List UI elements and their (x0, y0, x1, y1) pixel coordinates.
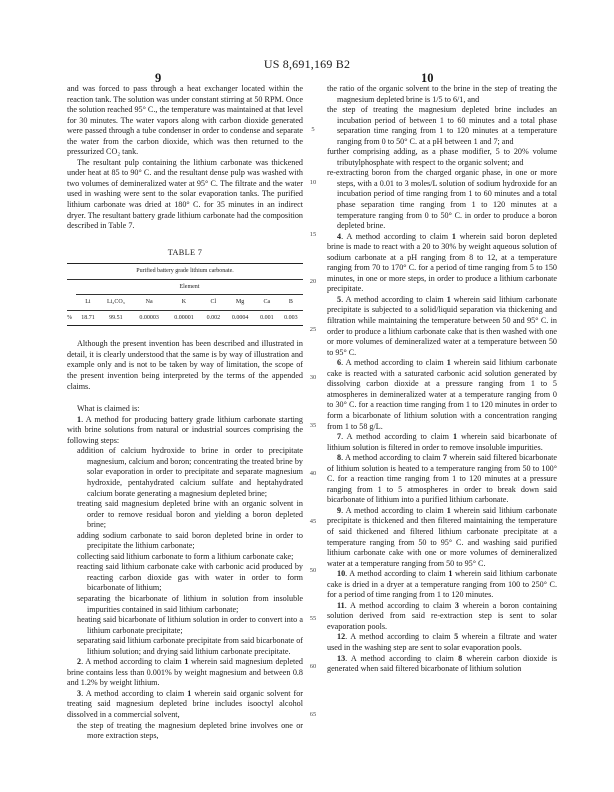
claim-8 (327, 453, 557, 506)
column-header: Ca (263, 299, 271, 306)
claim-number: 6 (337, 358, 342, 368)
claim-7 (327, 432, 557, 453)
claim-text: . A method according to claim (341, 453, 443, 463)
claim-step: separating said lithium carbonate precipitate from said bicarbonate of lithium solution; and drying said lithium carbonate precipitate. (77, 636, 303, 656)
table-group-header: Element (76, 279, 303, 295)
claim-number: 10 (337, 569, 346, 579)
claim-6 (327, 358, 557, 432)
line-number: 15 (309, 231, 317, 238)
claim-number: 4 (337, 231, 342, 241)
column-number-right: 10 (421, 71, 434, 85)
table-cell: 0.00001 (174, 314, 194, 321)
line-number: 25 (309, 326, 317, 333)
claim-text: wherein said organic solvent for treating said magnesium depleted brine includes isooctyl alcohol dissolved in a commercial solvent, (67, 688, 303, 719)
claim-text: . A method for producing battery grade lithium carbonate starting with brine solutions from natural or industrial sources comprising the following steps: (67, 414, 303, 445)
claim-text: wherein said filtered bicarbonate of lithium solution is heated to a temperature ranging from 50 to 100° C. for a reaction time ranging from 1 to 120 minutes at a pressure ranging from 1 to 5 atmospheres in order to break down said bicarbonate of lithium into a purified lithium carbonate. (327, 453, 557, 505)
claim-reference: 1 (452, 432, 457, 442)
claim-step: reacting said lithium carbonate cake with carbonic acid produced by reacting carbon dioxide gas with water in order to form bicarbonate of lithium; (77, 562, 303, 593)
claim-reference: 5 (454, 632, 459, 642)
table-cell: 0.00003 (139, 314, 159, 321)
line-number: 5 (311, 126, 315, 133)
claim-step: separating the bicarbonate of lithium in solution from insoluble impurities contained in said lithium carbonate; (77, 593, 303, 614)
claim-text: wherein a filtrate and water used in the washing step are sent to solar evaporation pools. (327, 632, 557, 652)
claim-text: wherein said lithium carbonate cake is dried in a dryer at a temperature ranging from 100 to 250° C. for a period of time ranging from 1 to 120 minutes. (327, 569, 557, 600)
claim-step: the step of treating the magnesium depleted brine includes an incubation period of between 1 to 60 minutes and a total phase separation time ranging from 1 to 120 minutes at a temperature ranging from 0 to 50° C. at a pH between 1 and 7; and (327, 105, 557, 146)
claim-text: wherein said lithium carbonate cake is reacted with a saturated carbonic acid solution generated by dissolving carbon dioxide at a pressure ranging from 1 to 5 atmospheres in demineralized water at a temperature ranging from 0 to 30° C. for a reaction time ranging from 1 to 120 minutes in order to form a bicarbonate of lithium solution with a concentration ranging from 1 to 58 g/L. (327, 358, 557, 431)
claim-10 (327, 569, 557, 601)
line-number: 55 (309, 615, 317, 622)
claim-number: 11 (337, 600, 345, 610)
claim-step: heating said bicarbonate of lithium solution in order to convert into a lithium carbonate precipitate; (77, 615, 303, 635)
column-header: B (288, 299, 293, 306)
claim-reference: 1 (446, 505, 451, 515)
table-7 (67, 263, 303, 326)
claim-text: . A method according to claim (341, 294, 447, 304)
claim-text: wherein carbon dioxide is generated when said filtered bicarbonate of lithium solution (327, 653, 557, 674)
line-number: 65 (309, 711, 317, 718)
column-number-left: 9 (155, 71, 162, 85)
claim-reference: 1 (187, 688, 192, 698)
claim-text: . A method according to claim (344, 600, 455, 610)
claim-text: wherein said magnesium depleted brine contains less than 0.001% by weight magnesium and between 0.8 and 1.2% by weight lithium. (67, 657, 303, 688)
claim-number: 9 (337, 505, 342, 515)
claim-number: 3 (77, 688, 82, 698)
claim-9 (327, 506, 557, 569)
claim-text: . A method according to claim (81, 688, 188, 698)
claim-text: . A method according to claim (345, 632, 455, 642)
claim-text: wherein said boron depleted brine is made to react with a 20 to 30% by weight aqueous solution of sodium carbonate at a pH ranging from 8 to 12, at a temperature ranging from 70 to 170° C. for a period of time ranging from 5 to 150 minutes, in one or more steps, in order to produce a lithium carbonate precipitate. (327, 231, 557, 294)
line-number: 30 (309, 374, 317, 381)
claim-text: . A method according to claim (345, 653, 459, 663)
column-header: Mg (235, 299, 245, 306)
claim-number: 12 (337, 632, 346, 642)
table-cell: 0.0004 (231, 314, 249, 321)
claim-11 (327, 601, 557, 633)
table-cell: 99.51 (109, 314, 123, 321)
column-header: Li (85, 299, 91, 306)
column-header: Li₂CO₃ (106, 299, 125, 306)
paragraph: The resultant pulp containing the lithium carbonate was thickened under heat at 85 to 90° C. and the resultant dense pulp was washed with two volumes of demineralized water at 95° C. The filtrate and the water used in washing were sent to the solar evaporation tanks. The purified lithium carbonate was dried at 180° C. for 35 minutes in an indirect dryer. The resultant battery grade lithium carbonate had the composition described in Table 7. (67, 157, 303, 231)
claim-text: . A method according to claim (345, 569, 449, 579)
line-number: 20 (309, 278, 317, 285)
left-column (67, 84, 303, 742)
claim-number: 2 (77, 657, 82, 667)
paragraph: Although the present invention has been described and illustrated in detail, it is clearly understood that the same is by way of illustration and example only and is not to be taken by way of limitation, the scope of the present invention being interpreted by the terms of the appended claims. (67, 339, 303, 391)
line-number: 10 (309, 179, 317, 186)
table-cell: 0.002 (206, 314, 221, 321)
claim-reference: 8 (458, 653, 463, 663)
claim-5 (327, 295, 557, 358)
claim-2 (67, 657, 303, 689)
claim-reference: 7 (442, 453, 447, 463)
paragraph: and was forced to pass through a heat exchanger located within the reaction tank. The solution was under constant stirring at 50 RPM. Once the solution reached 95° C., the temperature was maintained at that level for 30 minutes. The water vapors along with carbon dioxide generated were passed through a tube condenser in order to condense and separate the water from the carbon dioxide, which was then returned to the pressurized CO₂ tank. (67, 84, 303, 157)
claim-number: 8 (337, 453, 342, 463)
claim-step: treating said magnesium depleted brine with an organic solvent in order to remove residual boron and yielding a boron depleted brine; (77, 499, 303, 530)
claim-step: collecting said lithium carbonate to form a lithium carbonate cake; (77, 551, 294, 561)
column-header: Na (145, 299, 153, 306)
claim-step: further comprising adding, as a phase modifier, 5 to 20% volume tributylphosphate with respect to the organic solvent; and (327, 147, 557, 167)
claims-intro: What is claimed is: (77, 404, 140, 414)
claim-reference: 1 (446, 358, 451, 368)
table-cell: 0.003 (284, 314, 298, 321)
claim-reference: 1 (184, 657, 189, 667)
column-header: Cl (210, 299, 217, 306)
claim-number: 1 (77, 414, 82, 424)
column-header: K (181, 299, 187, 306)
patent-number: US 8,691,169 B2 (263, 57, 351, 71)
claim-step: addition of calcium hydroxide to brine in order to precipitate magnesium, calcium and boron; concentrating the treated brine by solar evaporation in order to precipitate and separate magnesium hydroxide, pentahydrated calcium sulfate and heptahydrated calcium borate generating a magnesium depleted brine; (77, 446, 303, 498)
claim-number: 5 (337, 294, 342, 304)
line-number: 45 (309, 518, 317, 525)
claim-step: adding sodium carbonate to said boron depleted brine in order to precipitate the lithium carbonate; (77, 530, 303, 551)
claim-step: re-extracting boron from the charged organic phase, in one or more steps, with a 0.01 to 3 moles/L solution of sodium hydroxide for an incubation period of time ranging from 1 to 60 minutes and a total phase separation time ranging from 1 to 120 minutes at a temperature ranging from 0 to 50° C. in order to produce a boron depleted brine. (327, 168, 557, 231)
claim-text: . A method according to claim (341, 505, 447, 515)
column-header (67, 295, 76, 311)
claim-1 (67, 415, 303, 447)
claim-reference: 3 (454, 600, 459, 610)
claim-reference: 1 (451, 231, 456, 241)
claim-reference: 1 (446, 294, 451, 304)
claim-text: wherein said lithium carbonate precipitate is subjected to a solid/liquid separation via thickening and filtration while maintaining the temperature between 50 and 95° C. in order to produce a lithium carbonate cake that is then washed with one or more volumes of demineralized water at a temperature between 50 to 95° C. (327, 294, 557, 357)
table-caption: Purified battery grade lithium carbonate. (67, 264, 303, 280)
claim-number: 13 (337, 653, 346, 663)
table-cell: 18.71 (81, 314, 95, 321)
claim-text: wherein a boron containing solution derived from said re-extraction step is sent to solar evaporation pools. (327, 600, 557, 631)
table-row (67, 310, 303, 326)
line-number: 60 (309, 663, 317, 670)
line-number: 35 (309, 422, 317, 429)
right-column (327, 84, 557, 675)
table-cell: 0.001 (260, 314, 274, 321)
claim-step: the step of treating the magnesium depleted brine involves one or more extraction steps, (77, 720, 303, 741)
table-title: TABLE 7 (167, 247, 203, 257)
claim-13 (327, 654, 557, 675)
claim-text: wherein said lithium carbonate precipitate is thickened and then filtered maintaining the temperature of said thickened and filtered lithium carbonate precipitate at a temperature ranging from 50 to 95° C. and washing said purified lithium carbonate cake with one or more volumes of demineralized water at a temperature ranging from 50 to 95° C. (327, 505, 557, 568)
claim-text: . A method according to claim (341, 231, 452, 241)
claim-text: wherein said bicarbonate of lithium solution is filtered in order to remove insoluble impurities. (327, 432, 557, 452)
claim-text: . A method according to claim (341, 358, 447, 368)
claim-text: . A method according to claim (341, 432, 453, 442)
table-cell: % (67, 314, 72, 321)
claim-step: the ratio of the organic solvent to the brine in the step of treating the magnesium depleted brine is 1/5 to 6/1, and (327, 84, 557, 104)
claim-3 (67, 689, 303, 721)
claim-4 (327, 232, 557, 295)
line-number: 50 (309, 567, 317, 574)
claim-number: 7 (337, 432, 342, 442)
claim-12 (327, 632, 557, 653)
claim-text: . A method according to claim (81, 657, 185, 667)
claim-reference: 1 (448, 569, 453, 579)
line-number: 40 (309, 470, 317, 477)
